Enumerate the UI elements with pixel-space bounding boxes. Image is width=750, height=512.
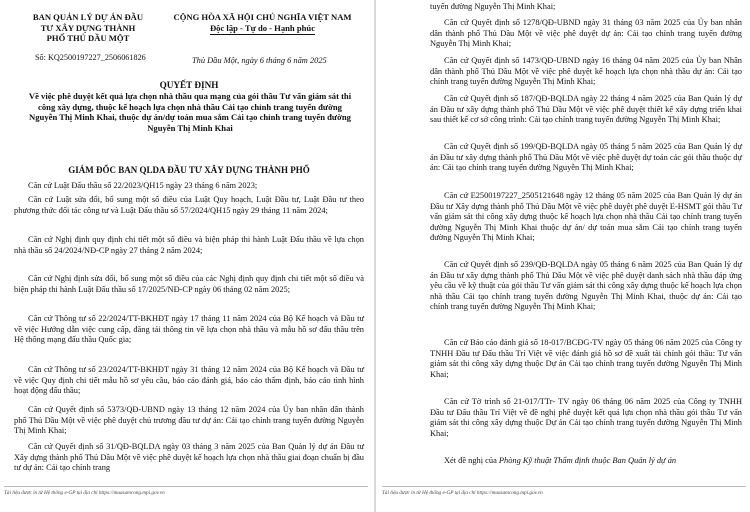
page-separator [374,0,376,512]
footer-divider [382,486,746,487]
recommendation-line: Xét đề nghị của Phòng Kỹ thuật Thẩm định thuộc Ban Quản lý dự án [444,456,677,465]
agency-line: TƯ XÂY DỰNG THÀNH [40,22,136,33]
national-header [160,12,365,35]
nation-name: CỘNG HÒA XÃ HỘI CHỦ NGHĨA VIỆT NAM [173,12,352,22]
legal-basis-paragraph: Căn cứ Thông tư số 23/2024/TT-BKHĐT ngày 31 tháng 12 năm 2024 của Bộ Kế hoạch và Đầu tư về việc Quy định chi tiết mẫu hồ sơ yêu cầu, báo cáo đánh giá, báo cáo thẩm định, báo cáo tình hình hoạt động đấu thầu; [14,365,364,396]
legal-basis-paragraph: tuyến đường Nguyễn Thị Minh Khai; [430,2,556,11]
legal-basis-paragraph: Căn cứ Quyết định số 31/QĐ-BQLDA ngày 03 tháng 3 năm 2025 của Ban Quản lý dự án Đầu tư Xây dựng thành phố Thủ Dầu Một về việc phê duyệt kế hoạch lựa chọn nhà thầu giai đoạn chuẩn bị đầu tư dự án: Cải tạo chỉnh trang [14,442,364,473]
page-footer: Tài liệu được in từ Hệ thống e-GP tại địa chỉ https://muasamcong.mpi.gov.vn [4,490,165,496]
document-number: Số: KQ2500197227_2506061826 [35,53,146,62]
legal-basis-paragraph: Căn cứ E2500197227_2505121648 ngày 12 tháng 05 năm 2025 của Ban Quản lý dự án Đầu tư Xây dựng thành phố Thủ Dầu Một về việc phê duyệt phê duyệt E-HSMT gói thầu Tư vấn giám sát thi công xây dựng thuộc kế hoạch lựa chọn nhà thầu Cải tạo chỉnh trang tuyến đường Nguyễn Thị Minh Khai thuộc dự án/ dự toán mua sắm Cải tạo chỉnh trang tuyến đường Nguyễn Thị Minh Khai; [430,191,742,243]
legal-basis-paragraph: Căn cứ Nghị định quy định chi tiết một số điều và biện pháp thi hành Luật Đấu thầu về lựa chọn nhà thầu số 24/2024/NĐ-CP ngày 27 tháng 2 năm 2024; [14,235,364,255]
legal-basis-paragraph: Căn cứ Luật sửa đổi, bổ sung một số điều của Luật Quy hoạch, Luật Đầu tư, Luật Đầu tư theo phương thức đối tác công tư và Luật Đấu thầu số 57/2024/QH15 ngày 29 tháng 11 năm 2024; [14,195,364,215]
document-page-right [378,0,750,512]
national-motto: Độc lập - Tự do - Hạnh phúc [210,23,315,36]
footer-divider [4,486,368,487]
legal-basis-paragraph: Căn cứ Quyết định số 187/QĐ-BQLDA ngày 22 tháng 4 năm 2025 của Ban Quản lý dự án Đầu tư xây dựng thành phố Thủ Dầu Một về việc phê duyệt thiết kế xây dựng triển khai sau thiết kế cơ sở công trình: Cải tạo chỉnh trang tuyến đường Nguyễn Thị Minh Khai; [430,94,742,125]
legal-basis-paragraph: Căn cứ Tờ trình số 21-017/TTr- TV ngày 06 tháng 06 năm 2025 của Công ty TNHH Đầu tư Đấu thầu Trí Việt về đề nghị phê duyệt kết quả lựa chọn nhà thầu gói thầu Tư vấn giám sát thi công xây dựng thuộc Dự án Cải tạo chỉnh trang tuyến đường Nguyễn Thị Minh Khai; [430,397,742,438]
legal-basis-paragraph: Căn cứ Nghị định sửa đổi, bổ sung một số điều của các Nghị định quy định chi tiết một số điều và biện pháp thi hành Luật Đấu thầu số 17/2025/NĐ-CP ngày 06 tháng 02 năm 2025; [14,274,364,294]
legal-basis-paragraph: Căn cứ Quyết định số 1473/QĐ-UBND ngày 16 tháng 04 năm 2025 của Ủy ban Nhân dân thành phố Thủ Dầu Một về việc phê duyệt kế hoạch lựa chọn nhà thầu dự án: Cải tạo chỉnh trang tuyến đường Nguyễn Thị Minh Khai; [430,56,742,87]
document-date: Thủ Dầu Một, ngày 6 tháng 6 năm 2025 [192,56,327,65]
agency-line: PHỐ THỦ DẦU MỘT [46,33,130,44]
page-footer: Tài liệu được in từ Hệ thống e-GP tại địa chỉ https://muasamcong.mpi.gov.vn [382,490,543,496]
legal-basis-paragraph: Căn cứ Quyết định số 239/QĐ-BQLDA ngày 05 tháng 6 năm 2025 của Ban Quản lý dự án Đầu tư xây dựng thành phố Thủ Dầu Một về việc phê duyệt danh sách nhà thầu đáp ứng yêu cầu về kỹ thuật của gói thầu Tư vấn giám sát thi công xây dựng thuộc kế hoạch lựa chọn nhà thầu Cải tạo chỉnh trang tuyến đường Nguyễn Thị Minh Khai, thuộc dự án: Cải tạo chỉnh trang tuyến đường Nguyễn Thị Minh Khai; [430,260,742,312]
agency-line: BAN QUẢN LÝ DỰ ÁN ĐẦU [32,12,144,22]
legal-basis-paragraph: Căn cứ Luật Đấu thầu số 22/2023/QH15 ngày 23 tháng 6 năm 2023; [28,181,258,190]
legal-basis-paragraph: Căn cứ Quyết định số 1278/QĐ-UBND ngày 31 tháng 03 năm 2025 của Ủy ban nhân dân thành phố Thủ Dầu Một về việc phê duyệt dự án: Cải tạo chỉnh trang tuyến đường Nguyễn Thị Minh Khai; [430,18,742,49]
document-page-left [0,0,372,512]
legal-basis-paragraph: Căn cứ Báo cáo đánh giá số 18-017/BCĐG-TV ngày 05 tháng 06 năm 2025 của Công ty TNHH Đầu tư Đấu thầu Trí Việt về việc đánh giá hồ sơ đề xuất tài chính gói thầu: Tư vấn giám sát thi công xây dựng thuộc Dự án Cải tạo chỉnh trang tuyến đường Nguyễn Thị Minh Khai; [430,338,742,379]
authority-heading: GIÁM ĐỐC BAN QLDA ĐẦU TƯ XÂY DỰNG THÀNH PHỐ [68,165,310,175]
decision-subject: Về việc phê duyệt kết quả lựa chọn nhà thầu qua mạng của gói thầu Tư vấn giám sát thi công xây dựng, thuộc kế hoạch lựa chọn nhà thầu Cải tạo chỉnh trang tuyến đường Nguyễn Thị Minh Khai, thuộc dự án/dự toán mua sắm Cải tạo chỉnh trang tuyến đường Nguyễn Thị Minh Khai [28,91,352,133]
decision-title: QUYẾT ĐỊNH [159,80,219,90]
legal-basis-paragraph: Căn cứ Thông tư số 22/2024/TT-BKHĐT ngày 17 tháng 11 năm 2024 của Bộ Kế hoạch và Đầu tư về việc Hướng dẫn việc cung cấp, đăng tải thông tin về lựa chọn nhà thầu và mẫu hồ sơ đấu thầu trên Hệ thống mạng đấu thầu Quốc gia; [14,314,364,345]
legal-basis-paragraph: Căn cứ Quyết định số 199/QĐ-BQLDA ngày 05 tháng 5 năm 2025 của Ban Quản lý dự án Đầu tư xây dựng thành phố Thủ Dầu Một về việc phê duyệt dự toán các gói thầu thuộc dự án: Cải tạo chỉnh trang tuyến đường Nguyễn Thị Minh Khai; [430,142,742,173]
issuing-agency [14,12,162,44]
legal-basis-paragraph: Căn cứ Quyết định số 5373/QĐ-UBND ngày 13 tháng 12 năm 2024 của Ủy ban nhân dân thành phố Thủ Dầu Một về việc phê duyệt chủ trương đầu tư dự án: Cải tạo chỉnh trang tuyến đường Nguyễn Thị Minh Khai; [14,405,364,436]
